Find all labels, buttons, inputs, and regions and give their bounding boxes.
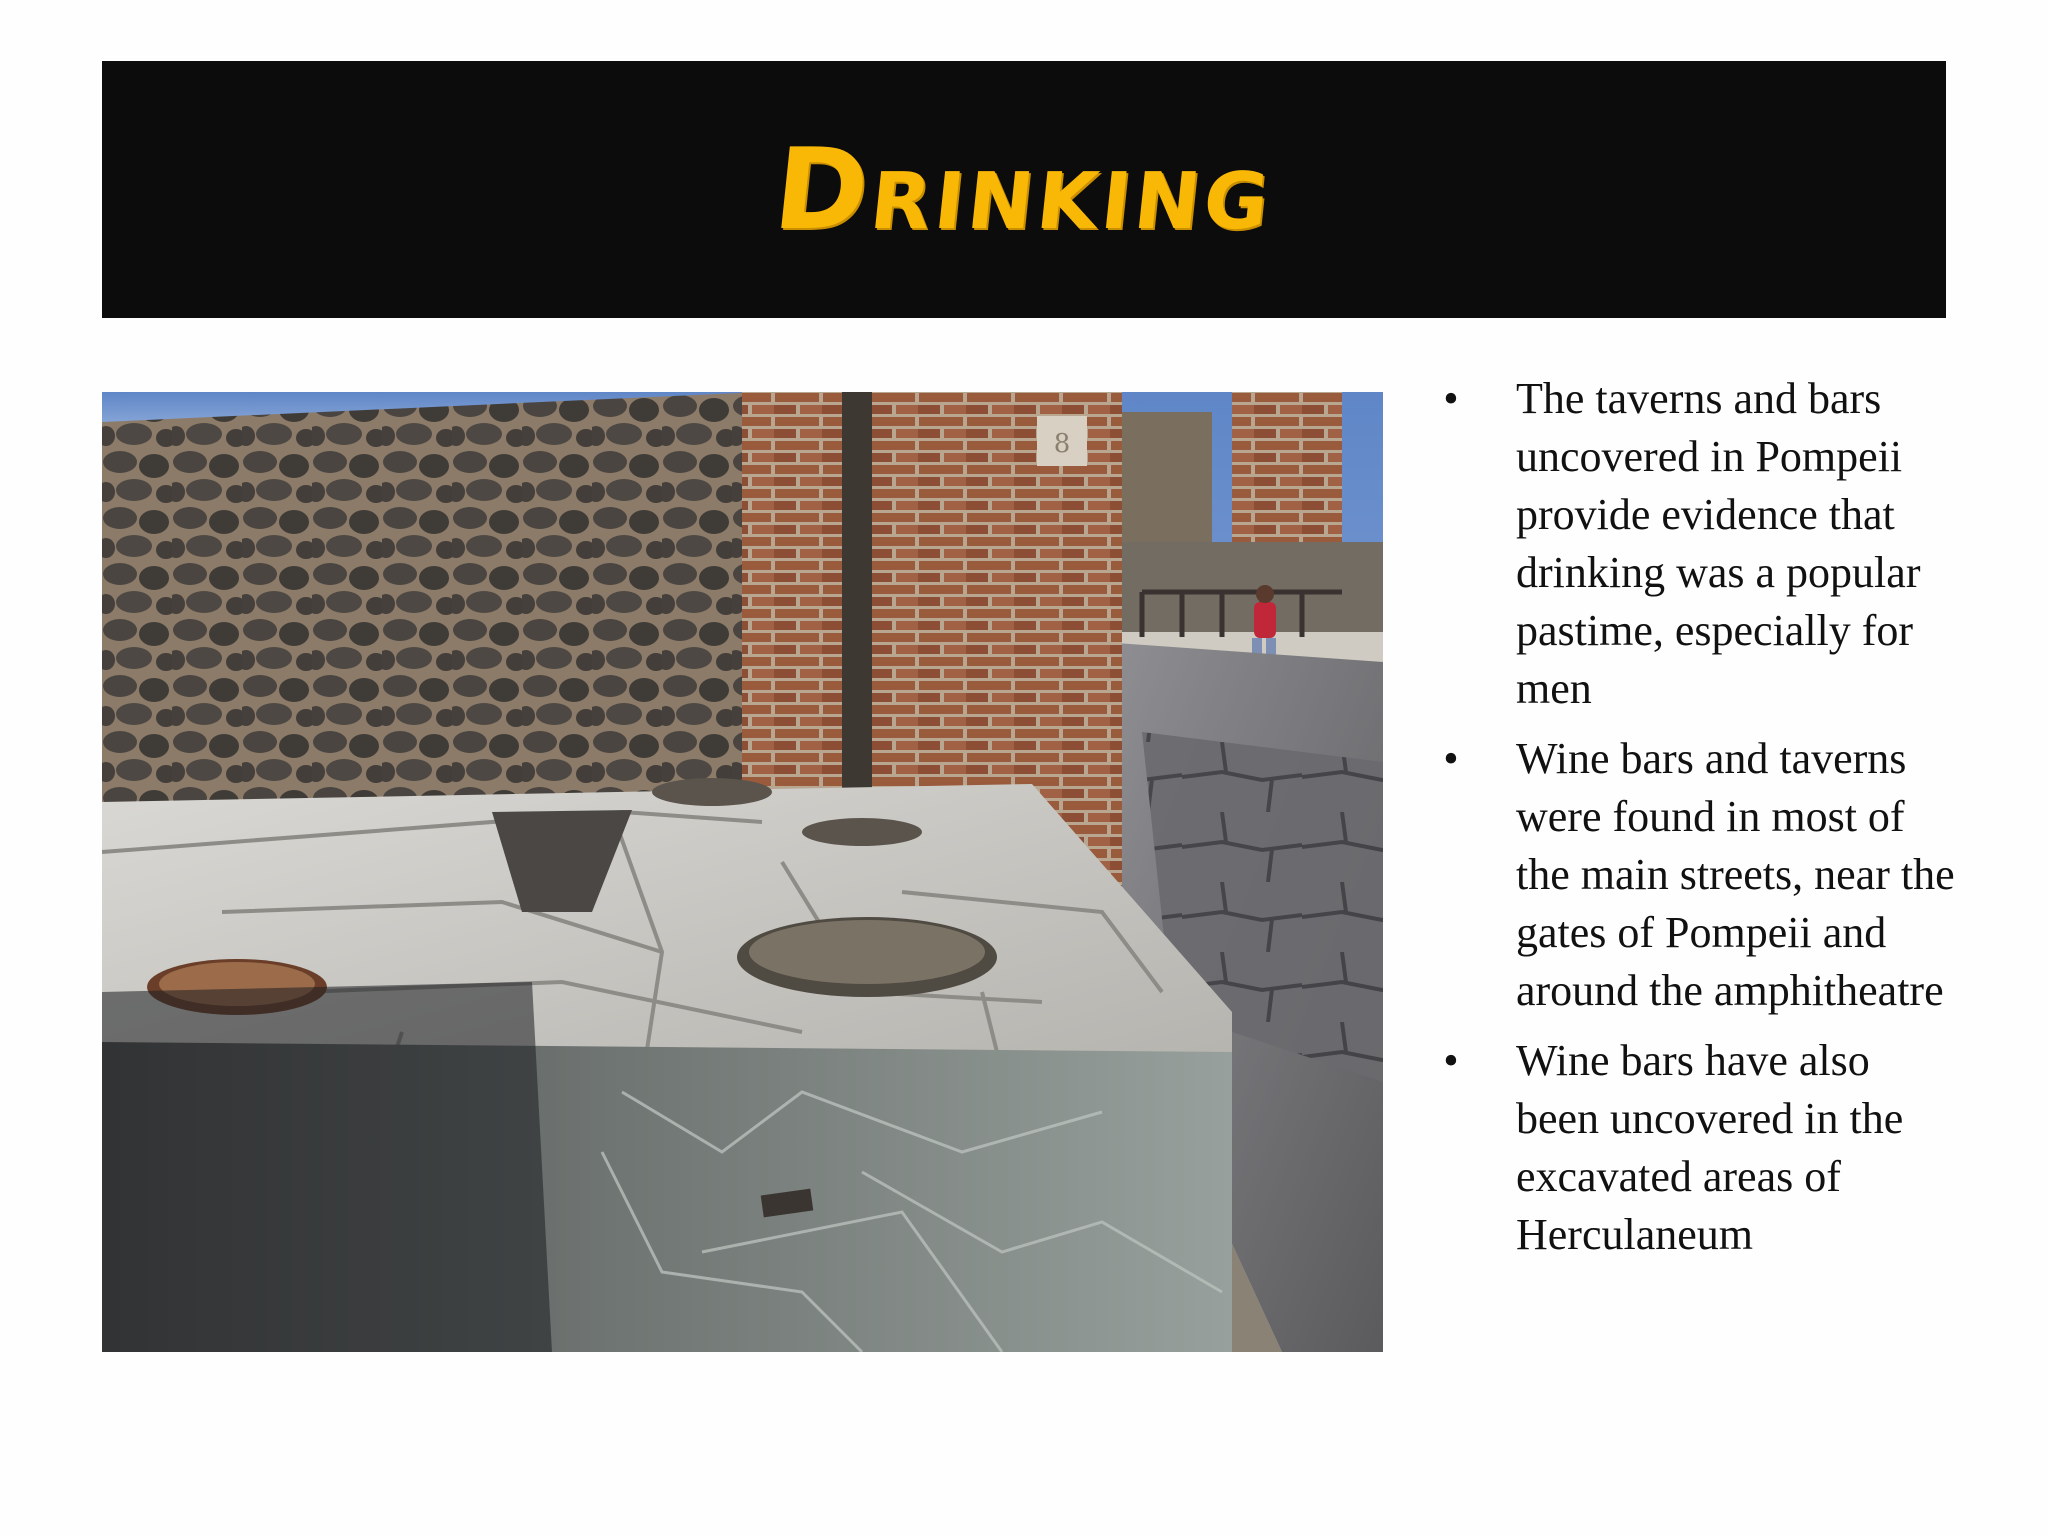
bullet-symbol: • xyxy=(1443,734,1459,783)
bullet-text: Wine bars have also been uncovered in the excavated areas of Herculaneum xyxy=(1516,1036,1904,1259)
photo-illustration xyxy=(102,392,1383,1352)
pompeii-bar-photo xyxy=(102,392,1383,1352)
house-number-sign: 8 xyxy=(1053,429,1071,459)
bullet-symbol: • xyxy=(1443,1036,1459,1085)
bullet-item xyxy=(1436,1032,1956,1264)
bullet-item xyxy=(1436,370,1956,718)
bullet-symbol: • xyxy=(1443,374,1459,423)
title-bar xyxy=(102,61,1946,318)
slide-title: Drinking xyxy=(768,124,1280,255)
bullet-text: Wine bars and taverns were found in most of the main streets, near the gates of Pompeii and around the amphitheatre xyxy=(1516,734,1955,1015)
bullet-text: The taverns and bars uncovered in Pompeii provide evidence that drinking was a popular pastime, especially for men xyxy=(1516,374,1921,713)
bullet-item xyxy=(1436,730,1956,1020)
bullet-list xyxy=(1436,370,1956,1276)
